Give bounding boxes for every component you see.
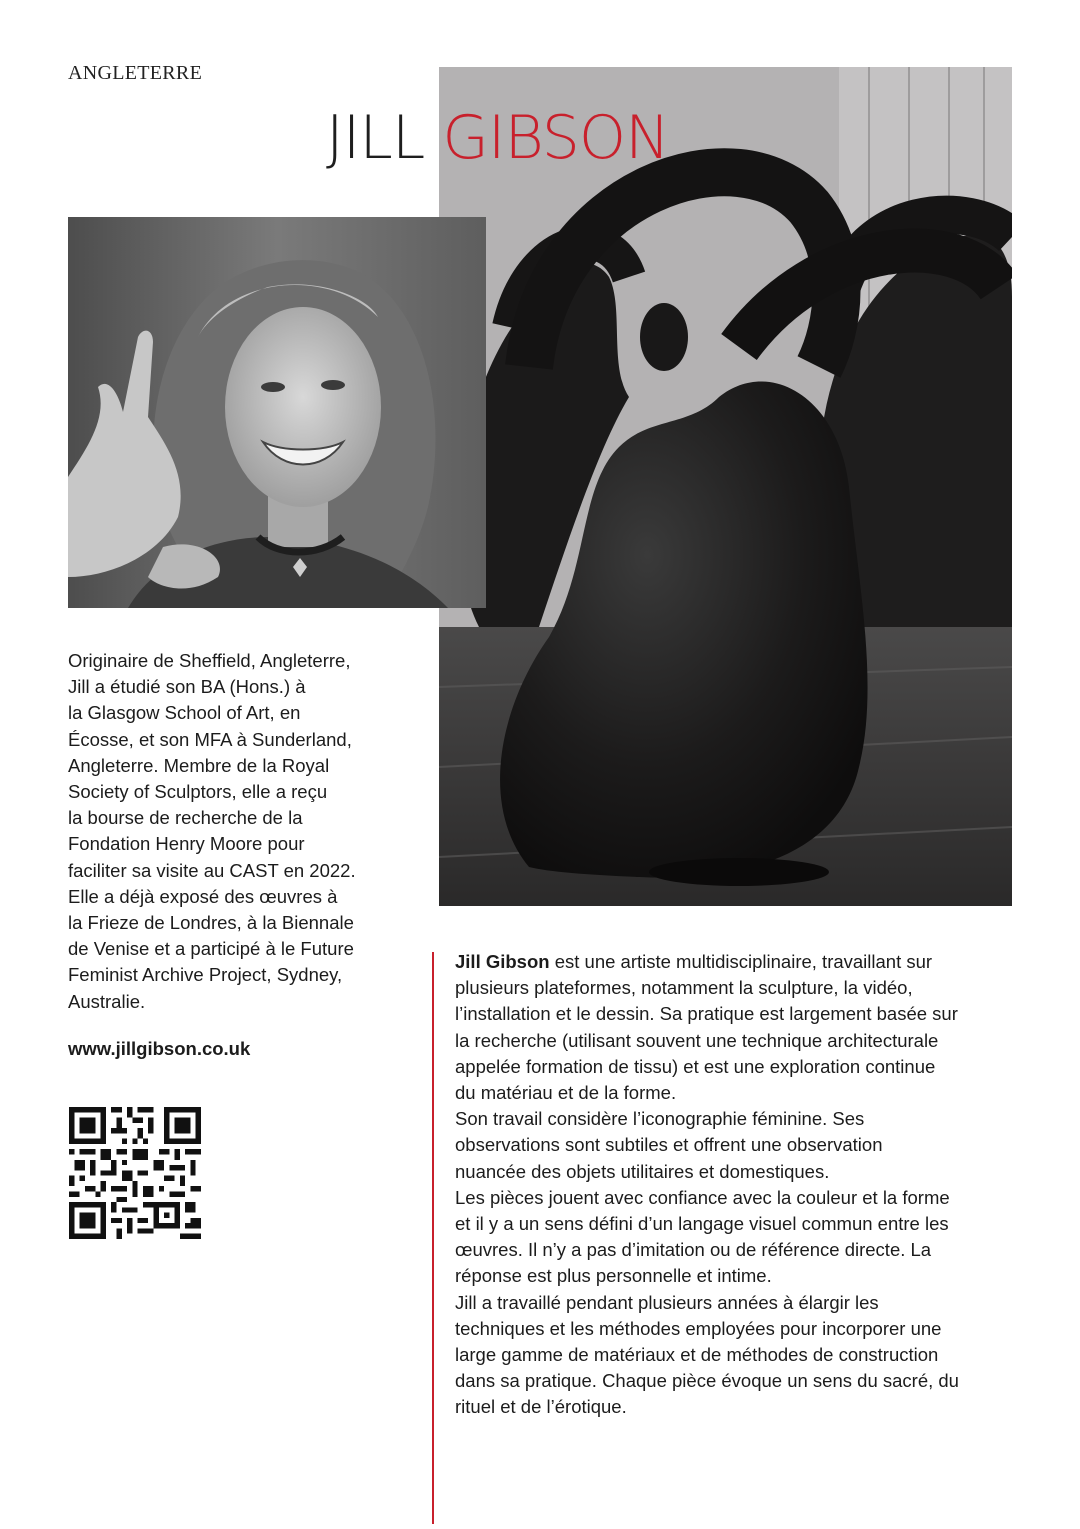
sculpture-photo bbox=[439, 67, 1012, 906]
bio-line: Angleterre. Membre de la Royal bbox=[68, 754, 330, 776]
bio-line: Écosse, et son MFA à Sunderland, bbox=[68, 728, 352, 750]
description-line: Son travail considère l’iconographie féminine. Ses bbox=[455, 1108, 865, 1130]
description-line: techniques et les méthodes employées pour incorporer une bbox=[455, 1317, 942, 1339]
artist-first-name: JILL bbox=[326, 103, 425, 173]
description-paragraph bbox=[455, 1290, 1020, 1421]
bio-line: Fondation Henry Moore pour bbox=[68, 833, 305, 855]
qr-code-icon[interactable] bbox=[69, 1107, 201, 1239]
description-line: Jill a travaillé pendant plusieurs années à élargir les bbox=[455, 1291, 879, 1313]
bio-line: Elle a déjà exposé des œuvres à bbox=[68, 885, 338, 907]
bio-line: Feminist Archive Project, Sydney, bbox=[68, 964, 343, 986]
bio-line: la Frieze de Londres, à la Biennale bbox=[68, 912, 354, 934]
description-line: la recherche (utilisant souvent une technique architecturale bbox=[455, 1029, 939, 1051]
description-line: Les pièces jouent avec confiance avec la couleur et la forme bbox=[455, 1186, 950, 1208]
description-line: et il y a un sens défini d’un langage visuel commun entre les bbox=[455, 1213, 949, 1235]
bio-line: Jill a étudié son BA (Hons.) à bbox=[68, 676, 306, 698]
description-line: nuancée des objets utilitaires et domestiques. bbox=[455, 1160, 830, 1182]
description-line: l’installation et le dessin. Sa pratique est largement basée sur bbox=[455, 1003, 958, 1025]
description-line: plusieurs plateformes, notamment la sculpture, la vidéo, bbox=[455, 977, 913, 999]
description-line-text: est une artiste multidisciplinaire, travaillant sur bbox=[549, 951, 933, 972]
description-line: réponse est plus personnelle et intime. bbox=[455, 1265, 772, 1287]
description-line: rituel et de l’érotique. bbox=[455, 1396, 627, 1418]
description-paragraph bbox=[455, 1106, 1020, 1185]
description-line: dans sa pratique. Chaque pièce évoque un sens du sacré, du bbox=[455, 1370, 959, 1392]
red-divider-line bbox=[432, 952, 434, 1524]
artist-name-bold: Jill Gibson bbox=[455, 951, 550, 972]
description-line: observations sont subtiles et offrent une observation bbox=[455, 1134, 883, 1156]
artist-last-name: GIBSON bbox=[442, 103, 669, 173]
bio-line: Originaire de Sheffield, Angleterre, bbox=[68, 650, 351, 671]
bio-text bbox=[68, 648, 413, 1015]
description-line: appelée formation de tissu) et est une exploration continue bbox=[455, 1055, 936, 1077]
artist-name-title bbox=[326, 103, 669, 173]
bio-line: la Glasgow School of Art, en bbox=[68, 702, 301, 724]
description-line: œuvres. Il n’y a pas d’imitation ou de référence directe. La bbox=[455, 1239, 932, 1261]
description-paragraph bbox=[455, 949, 1020, 1106]
bio-line: faciliter sa visite au CAST en 2022. bbox=[68, 859, 356, 881]
description-line bbox=[455, 951, 932, 972]
bio-line: Australie. bbox=[68, 990, 146, 1012]
country-label: ANGLETERRE bbox=[68, 62, 203, 84]
artist-portrait bbox=[68, 217, 486, 608]
artist-description bbox=[455, 949, 1020, 1421]
description-line: du matériau et de la forme. bbox=[455, 1082, 677, 1104]
description-paragraph bbox=[455, 1185, 1020, 1290]
description-line: large gamme de matériaux et de méthodes de construction bbox=[455, 1344, 939, 1366]
bio-line: la bourse de recherche de la bbox=[68, 807, 303, 829]
bio-line: Society of Sculptors, elle a reçu bbox=[68, 781, 328, 803]
website-link[interactable]: www.jillgibson.co.uk bbox=[68, 1038, 251, 1059]
bio-line: de Venise et a participé à le Future bbox=[68, 938, 354, 960]
